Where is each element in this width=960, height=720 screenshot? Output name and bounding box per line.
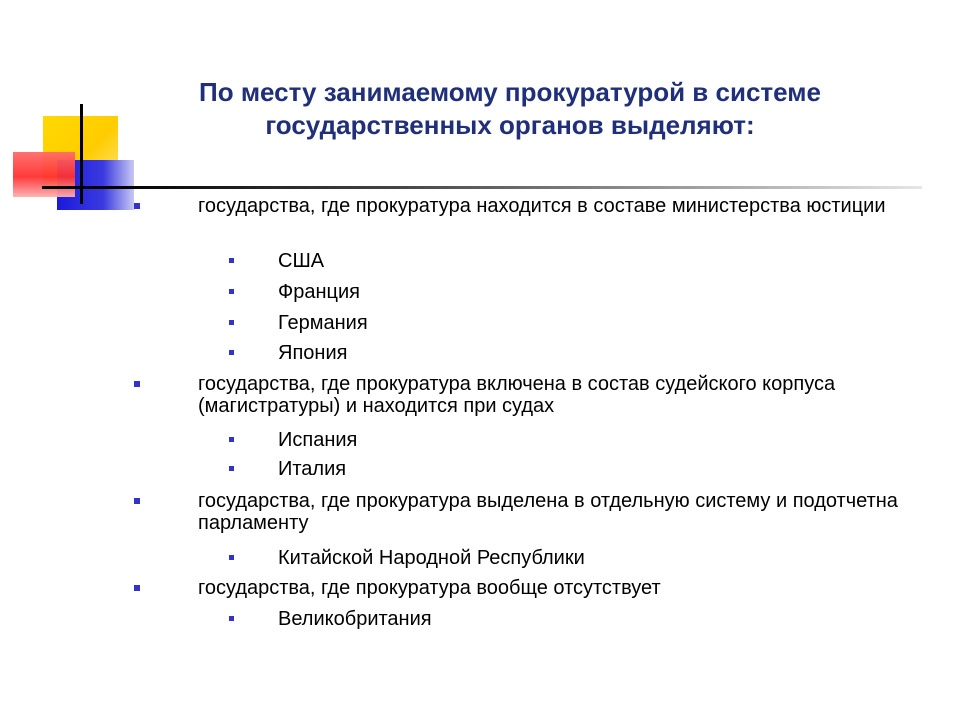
list-subitem-text: США	[278, 250, 325, 272]
slide-title-line-1: По месту занимаемому прокуратурой в системе	[199, 77, 821, 107]
list-subitem	[278, 547, 960, 569]
square-bullet-icon	[229, 555, 234, 560]
list-item-text: государства, где прокуратура находится в составе министерства юстиции	[198, 195, 886, 217]
decor-vertical-line	[80, 104, 83, 204]
list-item-text: государства, где прокуратура вообще отсутствует	[198, 577, 661, 599]
list-subitem-text: Китайской Народной Республики	[278, 547, 585, 569]
slide-title-line-2: государственных органов выделяют:	[265, 110, 755, 140]
list-item-ministry-of-justice	[198, 195, 918, 217]
list-subitem	[278, 250, 960, 272]
list-item-text: государства, где прокуратура включена в состав судейского корпуса (магистратуры) и находится при судах	[198, 373, 836, 417]
list-item-absent	[198, 577, 918, 599]
list-subitem	[278, 458, 960, 480]
list-subitem-text: Франция	[278, 281, 360, 303]
list-subitem	[278, 312, 960, 334]
square-bullet-icon	[229, 350, 234, 355]
square-bullet-icon	[229, 616, 234, 621]
square-bullet-icon	[229, 258, 234, 263]
square-bullet-icon	[229, 466, 234, 471]
list-subitem-text: Германия	[278, 312, 368, 334]
list-subitem-text: Великобритания	[278, 608, 432, 630]
square-bullet-icon	[229, 320, 234, 325]
list-item-text: государства, где прокуратура выделена в отдельную систему и подотчетна парламенту	[198, 490, 898, 534]
list-subitem-text: Испания	[278, 429, 358, 451]
list-subitem	[278, 281, 960, 303]
square-bullet-icon	[134, 498, 140, 504]
list-subitem	[278, 342, 960, 364]
square-bullet-icon	[134, 585, 140, 591]
square-bullet-icon	[229, 437, 234, 442]
slide-title	[130, 76, 890, 142]
decor-red-square	[13, 152, 75, 197]
list-subitem-text: Италия	[278, 458, 347, 480]
square-bullet-icon	[134, 381, 140, 387]
list-item-judicial-corps	[198, 373, 918, 417]
list-item-parliament	[198, 490, 918, 534]
list-subitem	[278, 608, 960, 630]
square-bullet-icon	[229, 289, 234, 294]
list-subitem	[278, 429, 960, 451]
square-bullet-icon	[134, 203, 140, 209]
list-subitem-text: Япония	[278, 342, 348, 364]
decor-horizontal-rule	[42, 186, 922, 189]
